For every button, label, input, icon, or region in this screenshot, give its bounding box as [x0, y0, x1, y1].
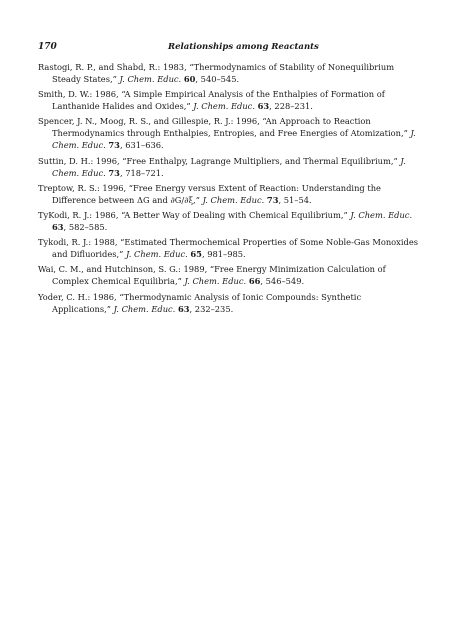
reference-pages: , 540–545.: [195, 74, 240, 84]
reference-journal: J. Chem. Educ.: [193, 101, 255, 112]
reference-journal: J. Chem. Educ.: [113, 303, 176, 314]
reference-pages: , 228–231.: [269, 101, 313, 112]
reference-volume: 63: [177, 303, 190, 314]
reference-text: Tykodi, R. J.: 1988, “Estimated Thermochemical Properties of Some Noble-Gas Monoxides and Difluorides,”: [38, 237, 418, 260]
reference-volume: 73: [108, 167, 120, 178]
reference-text: Wai, C. M., and Hutchinson, S. G.: 1989, “Free Energy Minimization Calculation of Complex Chemical Equilibria,”: [38, 264, 386, 287]
reference-volume: 65: [190, 249, 202, 260]
reference-journal: J. Chem. Educ.: [126, 249, 188, 260]
reference-journal: J. Chem. Educ.: [350, 209, 413, 220]
reference-journal: J. Chem. Educ.: [52, 128, 416, 151]
reference-text: Treptow, R. S.: 1996, “Free Energy versus Extent of Reaction: Understanding the Difference between ΔG and ∂G/∂ξ,”: [38, 182, 381, 205]
reference-entry: [38, 182, 418, 206]
reference-pages: , 631–636.: [119, 140, 164, 151]
running-head: Relationships among Reactants: [168, 42, 319, 52]
reference-text: TyKodi, R. J.: 1986, “A Better Way of Dealing with Chemical Equilibrium,”: [38, 209, 348, 220]
reference-volume: 60: [183, 74, 196, 84]
reference-pages: , 582–585.: [63, 221, 108, 232]
page-number: 170: [38, 42, 57, 52]
reference-pages: , 718–721.: [119, 167, 164, 178]
reference-entry: [38, 155, 418, 179]
reference-pages: , 232–235.: [189, 303, 234, 314]
reference-pages: , 51–54.: [278, 194, 312, 205]
reference-entry: [38, 88, 418, 112]
reference-journal: J. Chem. Educ.: [119, 74, 182, 84]
reference-volume: 73: [108, 140, 120, 151]
reference-journal: J. Chem. Educ.: [52, 155, 406, 178]
reference-text: Smith, D. W.: 1986, “A Simple Empirical Analysis of the Enthalpies of Formation of Lanthanide Halides and Oxides,”: [38, 89, 385, 112]
reference-entry: [38, 209, 418, 233]
reference-journal: J. Chem. Educ.: [184, 276, 247, 287]
reference-pages: , 981–985.: [201, 249, 246, 260]
reference-entry: [38, 61, 418, 85]
reference-entry: [38, 115, 418, 151]
reference-text: Spencer, J. N., Moog, R. S., and Gillespie, R. J.: 1996, “An Approach to Reaction Thermodynamics through Enthalpies, Entropies, and Free Energies of Atomization,”: [38, 116, 408, 139]
reference-text: Rastogi, R. P., and Shabd, R.: 1983, “Thermodynamics of Stability of Nonequilibrium Steady States,”: [38, 62, 395, 84]
reference-volume: 63: [257, 101, 270, 112]
reference-entry: [38, 263, 418, 287]
reference-volume: 63: [52, 221, 64, 232]
page-header: [38, 42, 412, 54]
reference-list: [38, 61, 418, 318]
reference-text: Yoder, C. H.: 1986, “Thermodynamic Analysis of Ionic Compounds: Synthetic Applications,”: [38, 291, 362, 314]
reference-volume: 66: [248, 276, 261, 287]
reference-entry: [38, 236, 418, 260]
reference-text: Suttin, D. H.: 1996, “Free Enthalpy, Lagrange Multipliers, and Thermal Equilibrium,”: [38, 155, 398, 166]
reference-journal: J. Chem. Educ.: [202, 194, 265, 205]
reference-volume: 73: [266, 194, 279, 205]
reference-pages: , 546–549.: [260, 276, 305, 287]
reference-entry: [38, 291, 418, 315]
